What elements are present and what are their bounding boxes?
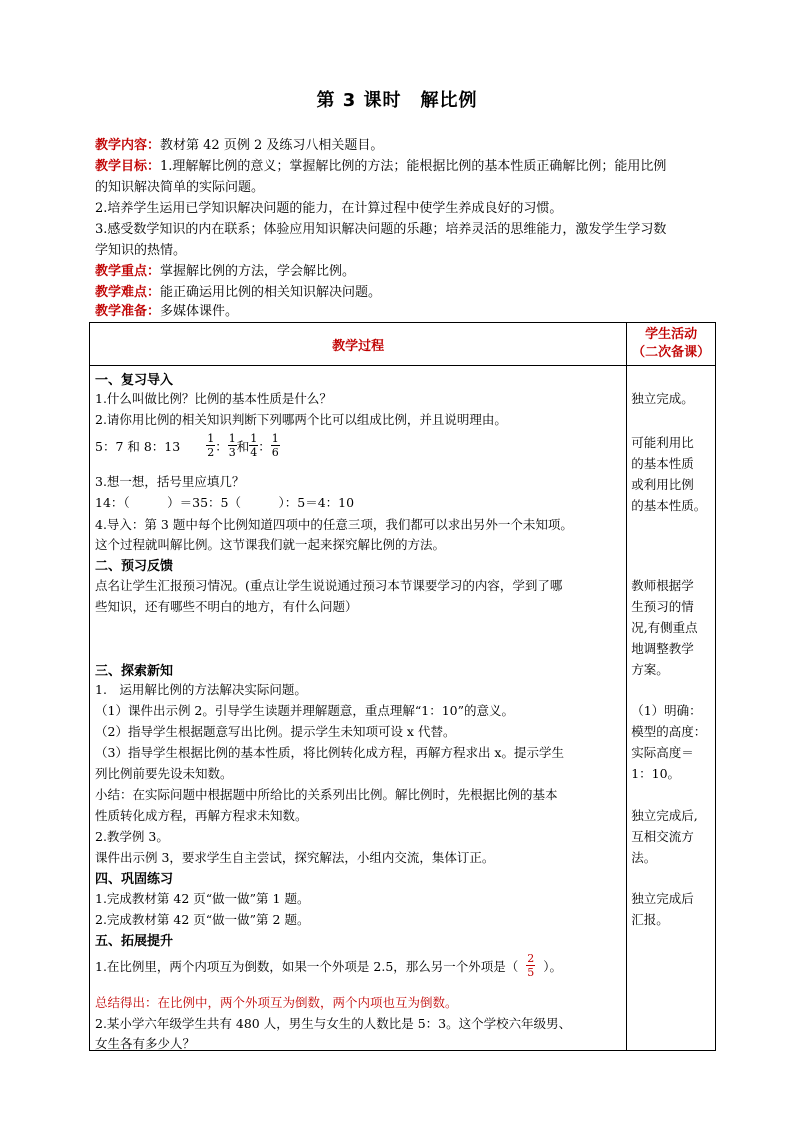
review-q4-cont: 这个过程就叫解比例。这节课我们就一起来探究解比例的方法。 bbox=[95, 537, 446, 552]
activity-11: （1）明确： bbox=[631, 703, 702, 718]
section-extend: 五、拓展提升 bbox=[95, 934, 174, 949]
goal-line-5: 学知识的热情。 bbox=[95, 243, 187, 258]
explore-2-text: 课件出示例 3，要求学生自主尝试，探究解法，小组内交流，集体订正。 bbox=[95, 850, 495, 865]
extend-1-text: 1.在比例里，两个内项互为倒数，如果一个外项是 2.5，那么另一个外项是（ bbox=[95, 958, 519, 974]
lesson-table bbox=[89, 322, 716, 1051]
key-text: 掌握解比例的方法，学会解比例。 bbox=[160, 264, 356, 279]
explore-1-1: （1）课件出示例 2。引导学生读题并理解题意，重点理解“1：10”的意义。 bbox=[95, 703, 515, 718]
activity-14: 1：10。 bbox=[631, 766, 681, 781]
goal-label: 教学目标： bbox=[95, 159, 161, 174]
activity-7: 生预习的情 bbox=[631, 599, 694, 614]
fraction-quarter bbox=[249, 432, 258, 459]
conclusion: 总结得出：在比例中，两个外项互为倒数，两个内项也互为倒数。 bbox=[95, 995, 458, 1010]
fraction-denominator: 4 bbox=[250, 446, 258, 459]
summary-2: 性质转化成方程，再解方程求未知数。 bbox=[95, 808, 308, 823]
goal-line-3: 2.培养学生运用已学知识解决问题的能力，在计算过程中使学生养成良好的习惯。 bbox=[95, 201, 563, 216]
practice-1: 1.完成教材第 42 页“做一做”第 1 题。 bbox=[95, 891, 310, 906]
explore-1-2: （2）指导学生根据题意写出比例。提示学生未知项可设 x 代替。 bbox=[95, 724, 456, 739]
review-ratios bbox=[95, 432, 280, 459]
difficulty-text: 能正确运用比例的相关知识解决问题。 bbox=[160, 285, 382, 300]
activity-4: 或利用比例 bbox=[631, 477, 694, 492]
explore-1-3-cont: 列比例前要先设未知数。 bbox=[95, 766, 233, 781]
preview-text-1: 点名让学生汇报预习情况。(重点让学生说说通过预习本节课要学习的内容，学到了哪 bbox=[95, 578, 563, 593]
activity-18: 独立完成后 bbox=[631, 891, 694, 906]
practice-2: 2.完成教材第 42 页“做一做”第 2 题。 bbox=[95, 912, 310, 927]
activity-16: 互相交流方 bbox=[631, 829, 694, 844]
process-header bbox=[90, 323, 627, 366]
fraction-third bbox=[228, 432, 237, 459]
review-q1: 1.什么叫做比例？比例的基本性质是什么？ bbox=[95, 391, 332, 406]
key-row bbox=[95, 262, 710, 282]
section-explore: 三、探索新知 bbox=[95, 664, 174, 679]
activity-15: 独立完成后, bbox=[631, 808, 698, 823]
activity-2: 可能利用比 bbox=[631, 435, 694, 450]
extend-1 bbox=[95, 952, 562, 979]
fraction-numerator: 1 bbox=[228, 432, 236, 445]
ratio-pair-1: 5：7 和 8：13 bbox=[95, 438, 181, 454]
activity-3: 的基本性质 bbox=[631, 456, 694, 471]
activity-12: 模型的高度： bbox=[631, 724, 707, 739]
key-label: 教学重点： bbox=[95, 264, 161, 279]
fraction-denominator: 6 bbox=[271, 446, 279, 459]
section-practice: 四、巩固练习 bbox=[95, 872, 174, 887]
fraction-numerator: 1 bbox=[250, 432, 258, 445]
content-text: 教材第 42 页例 2 及练习八相关题目。 bbox=[160, 138, 384, 153]
section-review: 一、复习导入 bbox=[95, 373, 174, 388]
activity-8: 况,有侧重点 bbox=[631, 620, 698, 635]
goal-row bbox=[95, 157, 710, 177]
review-q2: 2.请你用比例的相关知识判断下列哪两个比可以组成比例，并且说明理由。 bbox=[95, 412, 507, 427]
difficulty-row bbox=[95, 283, 710, 303]
activity-subheader-text: （二次备课） bbox=[632, 345, 711, 360]
activity-6: 教师根据学 bbox=[631, 578, 694, 593]
explore-2: 2.教学例 3。 bbox=[95, 829, 169, 844]
goal-line-1: 1.理解解比例的意义；掌握解比例的方法；能根据比例的基本性质正确解比例；能用比例 bbox=[160, 159, 667, 174]
page-title: 第 3 课时 解比例 bbox=[316, 90, 478, 111]
process-header-text: 教学过程 bbox=[332, 338, 385, 354]
ratio-colon: ： bbox=[258, 438, 271, 454]
fraction-sixth bbox=[271, 432, 280, 459]
preview-text-2: 些知识，还有哪些不明白的地方，有什么问题） bbox=[95, 599, 358, 614]
activity-19: 汇报。 bbox=[631, 912, 669, 927]
content-row bbox=[95, 136, 710, 156]
summary-1: 小结：在实际问题中根据题中所给比的关系列出比例。解比例时，先根据比例的基本 bbox=[95, 787, 558, 802]
goal-line-4: 3.感受数学知识的内在联系；体验应用知识解决问题的乐趣；培养灵活的思维能力，激发学生学习数 bbox=[95, 222, 667, 237]
goal-line-2: 的知识解决简单的实际问题。 bbox=[95, 180, 265, 195]
activity-header bbox=[627, 323, 716, 366]
fraction-numerator: 1 bbox=[271, 432, 279, 445]
extend-2-cont: 女生各有多少人？ bbox=[95, 1036, 196, 1051]
activity-cell bbox=[627, 366, 716, 1051]
section-preview: 二、预习反馈 bbox=[95, 559, 174, 574]
activity-17: 法。 bbox=[631, 850, 657, 865]
extend-1-end: ）。 bbox=[543, 958, 563, 974]
difficulty-label: 教学难点： bbox=[95, 285, 161, 300]
activity-13: 实际高度＝ bbox=[631, 745, 694, 760]
process-cell bbox=[90, 366, 627, 1051]
fraction-denominator: 5 bbox=[527, 966, 535, 979]
fraction-numerator: 2 bbox=[527, 952, 535, 965]
and-word: 和 bbox=[236, 438, 250, 454]
activity-header-text: 学生活动 bbox=[645, 327, 698, 342]
fraction-denominator: 3 bbox=[228, 446, 236, 459]
explore-1: 1. 运用解比例的方法解决实际问题。 bbox=[95, 682, 307, 697]
extend-1-answer bbox=[526, 952, 535, 979]
prep-text: 多媒体课件。 bbox=[160, 304, 239, 319]
fraction-numerator: 1 bbox=[207, 432, 215, 445]
fraction-denominator: 2 bbox=[207, 446, 215, 459]
review-q3-blanks: 14：（ ）＝35：5（ ）：5＝4：10 bbox=[95, 495, 355, 510]
activity-5: 的基本性质。 bbox=[631, 498, 707, 513]
extend-2: 2.某小学六年级学生共有 480 人，男生与女生的人数比是 5：3。这个学校六年级男、 bbox=[95, 1016, 572, 1031]
prep-row bbox=[95, 302, 710, 322]
prep-label: 教学准备： bbox=[95, 304, 161, 319]
activity-9: 地调整教学 bbox=[631, 641, 694, 656]
activity-10: 方案。 bbox=[631, 662, 669, 677]
review-q3: 3.想一想，括号里应填几？ bbox=[95, 474, 245, 489]
fraction-half bbox=[206, 432, 215, 459]
ratio-colon: ： bbox=[215, 438, 228, 454]
explore-1-3: （3）指导学生根据比例的基本性质，将比例转化成方程，再解方程求出 x。提示学生 bbox=[95, 745, 564, 760]
content-label: 教学内容： bbox=[95, 138, 161, 153]
activity-1: 独立完成。 bbox=[631, 391, 694, 406]
review-q4: 4.导入：第 3 题中每个比例知道四项中的任意三项，我们都可以求出另外一个未知项。 bbox=[95, 517, 573, 532]
